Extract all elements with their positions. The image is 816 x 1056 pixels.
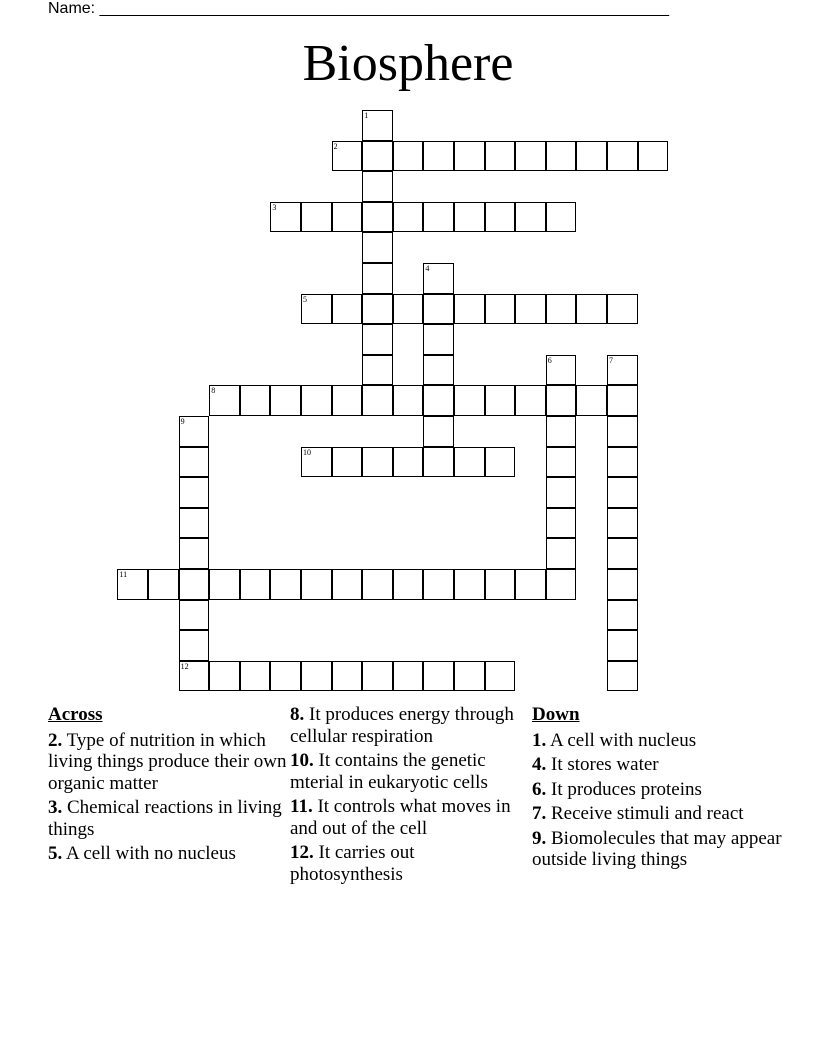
crossword-cell[interactable] (546, 569, 577, 600)
clue-number-label: 11. (290, 796, 313, 817)
clue-number: 4 (425, 264, 430, 273)
crossword-cell[interactable] (607, 630, 638, 661)
crossword-cell[interactable] (607, 385, 638, 416)
crossword-cell[interactable] (607, 508, 638, 539)
crossword-cell[interactable] (454, 569, 485, 600)
crossword-cell[interactable] (179, 508, 210, 539)
crossword-cell[interactable] (454, 294, 485, 325)
crossword-cell[interactable] (423, 324, 454, 355)
crossword-cell[interactable] (179, 447, 210, 478)
across-heading: Across (48, 704, 103, 725)
crossword-cell[interactable] (607, 141, 638, 172)
across-clue (48, 843, 288, 865)
clue-number-label: 1. (532, 729, 547, 751)
crossword-cell[interactable] (332, 294, 363, 325)
crossword-cell[interactable] (179, 661, 210, 692)
crossword-cell[interactable] (179, 538, 210, 569)
crossword-cell[interactable] (332, 202, 363, 233)
clue-text: It stores water (546, 754, 659, 775)
clue-number: 7 (609, 355, 613, 365)
crossword-cell[interactable] (607, 447, 638, 478)
clue-text: A cell with nucleus (546, 729, 697, 751)
crossword-cell[interactable] (179, 630, 210, 661)
crossword-cell[interactable] (454, 202, 485, 233)
clue-text: It produces energy through cellular respiration (290, 704, 514, 747)
clue-number: 8 (211, 386, 216, 396)
crossword-cell[interactable] (423, 661, 454, 692)
down-clue (532, 730, 782, 752)
clue-number-label: 2. (48, 729, 63, 751)
crossword-cell[interactable] (209, 661, 240, 692)
across-clue (48, 730, 288, 795)
crossword-cell[interactable] (209, 569, 240, 600)
clue-number-label: 12. (290, 842, 314, 863)
crossword-cell[interactable] (362, 171, 393, 202)
crossword-cell[interactable] (546, 294, 577, 325)
crossword-cell[interactable] (515, 385, 546, 416)
clue-text: It controls what moves in and out of the cell (290, 796, 511, 839)
across-clue (290, 750, 525, 793)
crossword-cell[interactable] (546, 477, 577, 508)
crossword-cell[interactable] (638, 141, 669, 172)
crossword-cell[interactable] (485, 569, 516, 600)
crossword-cell[interactable] (362, 324, 393, 355)
down-clue (532, 803, 782, 825)
crossword-cell[interactable] (576, 141, 607, 172)
crossword-cell[interactable] (485, 385, 516, 416)
crossword-cell[interactable] (546, 385, 577, 416)
crossword-cell[interactable] (362, 661, 393, 692)
crossword-cell[interactable] (362, 447, 393, 478)
down-clue (532, 828, 782, 871)
clue-number: 5 (303, 294, 307, 304)
clue-text: A cell with no nucleus (62, 843, 236, 864)
crossword-cell[interactable] (270, 202, 301, 233)
clue-number: 6 (547, 355, 552, 365)
across-clue (290, 704, 525, 747)
crossword-cell[interactable] (423, 294, 454, 325)
clue-number: 3 (272, 202, 277, 212)
crossword-cell[interactable] (607, 600, 638, 631)
down-clue (532, 779, 782, 801)
across-clues-column-2 (290, 704, 525, 888)
down-heading: Down (532, 704, 580, 725)
clue-text: Chemical reactions in living things (48, 797, 282, 840)
crossword-cell[interactable] (301, 661, 332, 692)
crossword-cell[interactable] (270, 385, 301, 416)
crossword-cell[interactable] (393, 569, 424, 600)
crossword-cell[interactable] (546, 416, 577, 447)
crossword-cell[interactable] (393, 385, 424, 416)
down-clue (532, 754, 782, 776)
crossword-cell[interactable] (270, 661, 301, 692)
crossword-cell[interactable] (485, 141, 516, 172)
crossword-cell[interactable] (515, 141, 546, 172)
name-field-label: Name: ________________________________________________________________ (48, 0, 670, 17)
crossword-cell[interactable] (607, 569, 638, 600)
clue-number: 10 (303, 447, 311, 457)
crossword-cell[interactable] (423, 447, 454, 478)
crossword-cell[interactable] (485, 202, 516, 233)
crossword-cell[interactable] (362, 202, 393, 233)
crossword-cell[interactable] (454, 141, 485, 172)
crossword-cell[interactable] (301, 385, 332, 416)
crossword-cell[interactable] (576, 294, 607, 325)
crossword-cell[interactable] (485, 661, 516, 692)
crossword-cell[interactable] (270, 569, 301, 600)
crossword-cell[interactable] (423, 385, 454, 416)
crossword-cell[interactable] (393, 661, 424, 692)
crossword-cell[interactable] (362, 355, 393, 386)
crossword-cell[interactable] (607, 416, 638, 447)
clue-number-label: 4. (532, 754, 547, 775)
crossword-cell[interactable] (607, 294, 638, 325)
crossword-cell[interactable] (576, 385, 607, 416)
clue-number: 11 (119, 570, 128, 579)
clue-text: It contains the genetic mterial in eukaryotic cells (290, 750, 488, 793)
clue-text: Type of nutrition in which living things produce their own organic matter (48, 729, 287, 794)
across-clues-column (48, 704, 288, 868)
crossword-cell[interactable] (362, 385, 393, 416)
crossword-cell[interactable] (362, 263, 393, 294)
crossword-cell[interactable] (148, 569, 179, 600)
crossword-cell[interactable] (362, 294, 393, 325)
crossword-cell[interactable] (362, 232, 393, 263)
clue-number: 12 (180, 661, 189, 671)
crossword-cell[interactable] (362, 569, 393, 600)
crossword-cell[interactable] (179, 600, 210, 631)
crossword-cell[interactable] (454, 447, 485, 478)
crossword-cell[interactable] (179, 569, 210, 600)
down-clues-column (532, 704, 782, 874)
crossword-cell[interactable] (546, 447, 577, 478)
crossword-cell[interactable] (240, 569, 271, 600)
crossword-cell[interactable] (362, 110, 393, 141)
clue-number: 1 (364, 111, 369, 120)
across-clue (290, 842, 525, 885)
clue-text: Biomolecules that may appear outside living things (532, 827, 782, 870)
clue-number-label: 8. (290, 704, 305, 725)
crossword-cell[interactable] (179, 477, 210, 508)
crossword-cell[interactable] (301, 569, 332, 600)
crossword-cell[interactable] (423, 355, 454, 386)
clue-number-label: 3. (48, 797, 63, 818)
crossword-cell[interactable] (515, 569, 546, 600)
clue-text: It carries out photosynthesis (290, 842, 415, 885)
crossword-cell[interactable] (454, 385, 485, 416)
clue-number-label: 6. (532, 778, 547, 800)
crossword-cell[interactable] (607, 661, 638, 692)
crossword-cell[interactable] (332, 447, 363, 478)
crossword-cell[interactable] (393, 294, 424, 325)
crossword-cell[interactable] (607, 477, 638, 508)
crossword-cell[interactable] (546, 508, 577, 539)
clue-number-label: 9. (532, 827, 547, 849)
crossword-cell[interactable] (117, 569, 148, 600)
crossword-cell[interactable] (454, 661, 485, 692)
crossword-cell[interactable] (546, 355, 577, 386)
crossword-cell[interactable] (332, 569, 363, 600)
crossword-cell[interactable] (423, 263, 454, 294)
clue-text: It produces proteins (546, 778, 702, 800)
clue-number: 9 (180, 417, 185, 426)
crossword-cell[interactable] (607, 538, 638, 569)
crossword-cell[interactable] (301, 202, 332, 233)
crossword-cell[interactable] (423, 416, 454, 447)
crossword-cell[interactable] (301, 294, 332, 325)
crossword-cell[interactable] (332, 385, 363, 416)
clue-text: Receive stimuli and react (546, 803, 744, 824)
crossword-cell[interactable] (393, 202, 424, 233)
crossword-cell[interactable] (546, 538, 577, 569)
clue-number-label: 7. (532, 803, 547, 824)
crossword-cell[interactable] (332, 661, 363, 692)
crossword-cell[interactable] (179, 416, 210, 447)
puzzle-title: Biosphere (302, 35, 514, 92)
crossword-cell[interactable] (515, 202, 546, 233)
across-clue (48, 797, 288, 840)
clue-number: 2 (333, 141, 338, 151)
crossword-cell[interactable] (423, 141, 454, 172)
crossword-cell[interactable] (393, 141, 424, 172)
crossword-cell[interactable] (362, 141, 393, 172)
crossword-cell[interactable] (485, 447, 516, 478)
crossword-cell[interactable] (423, 202, 454, 233)
crossword-cell[interactable] (485, 294, 516, 325)
crossword-cell[interactable] (209, 385, 240, 416)
across-clue (290, 796, 525, 839)
clue-number-label: 10. (290, 750, 314, 771)
crossword-cell[interactable] (546, 141, 577, 172)
crossword-cell[interactable] (423, 569, 454, 600)
crossword-cell[interactable] (607, 355, 638, 386)
crossword-cell[interactable] (546, 202, 577, 233)
crossword-cell[interactable] (393, 447, 424, 478)
crossword-cell[interactable] (240, 385, 271, 416)
crossword-cell[interactable] (515, 294, 546, 325)
crossword-cell[interactable] (332, 141, 363, 172)
clue-number-label: 5. (48, 843, 63, 864)
crossword-cell[interactable] (240, 661, 271, 692)
crossword-cell[interactable] (301, 447, 332, 478)
